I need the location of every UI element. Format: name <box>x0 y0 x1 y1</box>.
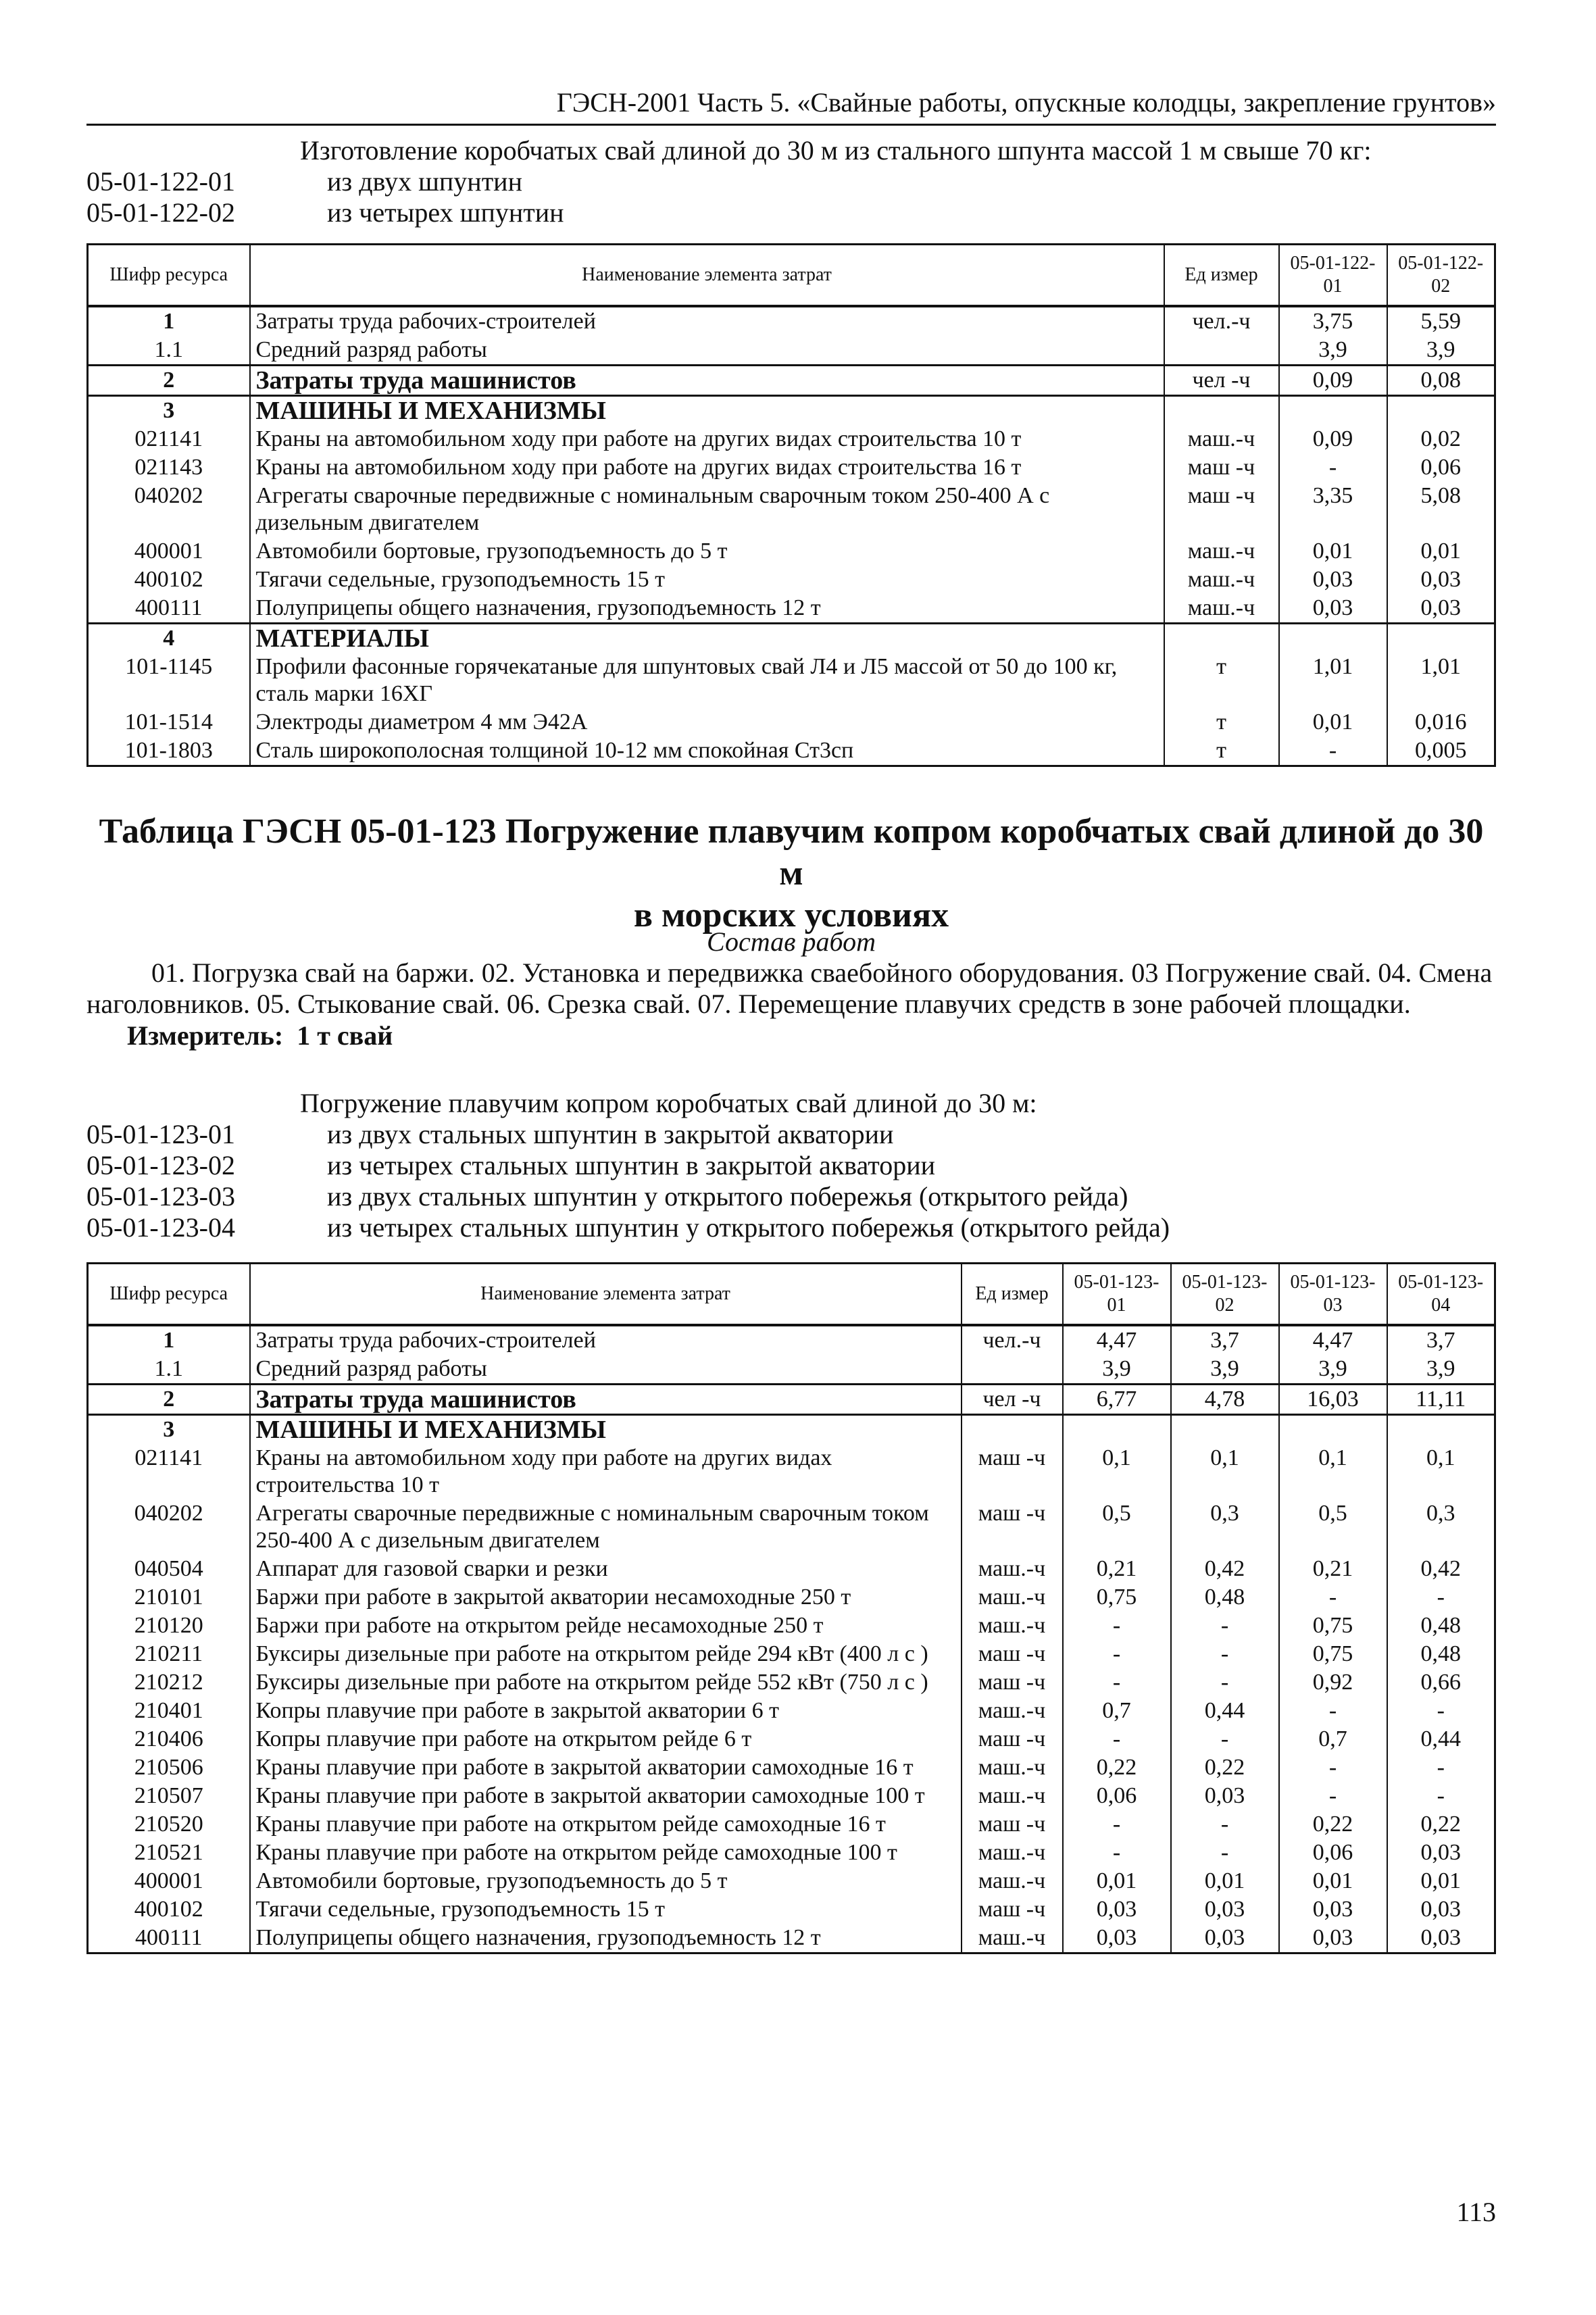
resource-name-cell: Копры плавучие при работе на открытом рейде 6 т <box>250 1725 962 1753</box>
norm-text: из двух стальных шпунтин у открытого побережья (открытого рейда) <box>327 1181 1128 1212</box>
col-header-norm: 05-01-122-02 <box>1387 245 1495 307</box>
norm-value-cell: 3,9 <box>1279 1355 1387 1385</box>
table-row <box>88 1555 1495 1583</box>
unit-cell: маш.-ч <box>962 1924 1063 1953</box>
norm-value-cell: 0,06 <box>1279 1839 1387 1867</box>
norm-value-cell: - <box>1171 1725 1279 1753</box>
col-header-norm: 05-01-123-02 <box>1171 1264 1279 1326</box>
code-row <box>86 1212 1496 1243</box>
unit-cell: маш.-ч <box>962 1839 1063 1867</box>
norm-value-cell: 0,03 <box>1387 1924 1495 1953</box>
resource-name-cell: Затраты труда рабочих-строителей <box>250 306 1164 336</box>
norm-value-cell: 3,9 <box>1387 336 1495 366</box>
code-row <box>86 1119 1496 1150</box>
resource-name-cell: Баржи при работе на открытом рейде несамоходные 250 т <box>250 1612 962 1640</box>
norm-value-cell: 0,7 <box>1063 1697 1171 1725</box>
resource-name-cell: Краны на автомобильном ходу при работе на других видах строительства 16 т <box>250 453 1164 482</box>
unit-cell: маш -ч <box>1164 482 1279 537</box>
norm-value-cell: - <box>1063 1640 1171 1668</box>
unit-cell <box>1164 396 1279 426</box>
unit-cell: маш -ч <box>962 1895 1063 1924</box>
norm-value-cell: - <box>1279 737 1387 766</box>
norm-code: 05-01-123-02 <box>86 1150 235 1180</box>
norm-value-cell: 0,03 <box>1387 566 1495 594</box>
norm-value-cell: 0,48 <box>1387 1612 1495 1640</box>
resource-code-cell: 400001 <box>88 537 250 566</box>
norm-value-cell <box>1063 1415 1171 1445</box>
table-row <box>88 1385 1495 1415</box>
norm-value-cell: 6,77 <box>1063 1385 1171 1415</box>
resource-name-cell: МАШИНЫ И МЕХАНИЗМЫ <box>250 1415 962 1445</box>
norm-value-cell: 4,47 <box>1063 1325 1171 1355</box>
norm-value-cell: 0,48 <box>1387 1640 1495 1668</box>
table-row <box>88 708 1495 737</box>
col-header-norm: 05-01-122-01 <box>1279 245 1387 307</box>
norm-value-cell: 0,09 <box>1279 425 1387 453</box>
resource-code-cell: 2 <box>88 1385 250 1415</box>
resource-name-cell: Тягачи седельные, грузоподъемность 15 т <box>250 1895 962 1924</box>
norm-value-cell: 0,22 <box>1387 1810 1495 1839</box>
resource-name-cell: Средний разряд работы <box>250 1355 962 1385</box>
norm-value-cell: 5,59 <box>1387 306 1495 336</box>
norm-code: 05-01-122-01 <box>86 166 235 197</box>
norm-value-cell: 0,03 <box>1387 1839 1495 1867</box>
resource-name-cell: Копры плавучие при работе в закрытой акватории 6 т <box>250 1697 962 1725</box>
resource-code-cell: 1.1 <box>88 1355 250 1385</box>
unit-cell: маш -ч <box>962 1499 1063 1555</box>
resource-name-cell: МАШИНЫ И МЕХАНИЗМЫ <box>250 396 1164 426</box>
section2-table-wrap <box>86 1262 1496 1954</box>
norm-value-cell: 1,01 <box>1279 653 1387 708</box>
norm-value-cell: - <box>1063 1612 1171 1640</box>
resource-code-cell: 1.1 <box>88 336 250 366</box>
table-row <box>88 1499 1495 1555</box>
resource-name-cell: Аппарат для газовой сварки и резки <box>250 1555 962 1583</box>
resource-code-cell: 021141 <box>88 1444 250 1499</box>
meter-value: 1 т свай <box>297 1020 393 1051</box>
resource-code-cell: 021143 <box>88 453 250 482</box>
resource-code-cell: 400111 <box>88 1924 250 1953</box>
norm-value-cell: 0,1 <box>1063 1444 1171 1499</box>
norm-value-cell: 0,01 <box>1387 537 1495 566</box>
resource-name-cell: Автомобили бортовые, грузоподъемность до 5 т <box>250 537 1164 566</box>
norm-code: 05-01-122-02 <box>86 197 235 228</box>
resource-name-cell: Баржи при работе в закрытой акватории несамоходные 250 т <box>250 1583 962 1612</box>
col-header-code: Шифр ресурса <box>88 1264 250 1326</box>
norm-value-cell: 0,22 <box>1279 1810 1387 1839</box>
resource-code-cell: 040202 <box>88 482 250 537</box>
table-row <box>88 566 1495 594</box>
col-header-code: Шифр ресурса <box>88 245 250 307</box>
norm-value-cell: 0,42 <box>1387 1555 1495 1583</box>
resource-name-cell: Краны на автомобильном ходу при работе на других видах строительства 10 т <box>250 425 1164 453</box>
norm-value-cell: 3,9 <box>1279 336 1387 366</box>
norm-value-cell: 0,01 <box>1063 1867 1171 1895</box>
norm-value-cell <box>1279 1415 1387 1445</box>
norm-value-cell: - <box>1387 1753 1495 1782</box>
col-header-norm: 05-01-123-03 <box>1279 1264 1387 1326</box>
unit-cell: маш -ч <box>962 1810 1063 1839</box>
resource-code-cell: 101-1514 <box>88 708 250 737</box>
norm-value-cell: 0,22 <box>1171 1753 1279 1782</box>
resource-table-122 <box>86 243 1496 767</box>
col-header-name: Наименование элемента затрат <box>250 1264 962 1326</box>
work-composition <box>86 926 1496 1051</box>
norm-value-cell: 0,01 <box>1279 708 1387 737</box>
resource-name-cell: Буксиры дизельные при работе на открытом рейде 294 кВт (400 л с ) <box>250 1640 962 1668</box>
resource-name-cell: Затраты труда машинистов <box>250 1385 962 1415</box>
table-row <box>88 453 1495 482</box>
norm-value-cell: - <box>1171 1640 1279 1668</box>
resource-code-cell: 040504 <box>88 1555 250 1583</box>
work-text: 01. Погрузка свай на баржи. 02. Установка и передвижка сваебойного оборудования. 03 Погружение свай. 04. Смена наголовников. 05. Стыкование свай. 06. Срезка свай. 07. Перемещение плавучих средств в зоне рабочей площадки. <box>86 957 1493 1019</box>
norm-value-cell: 4,78 <box>1171 1385 1279 1415</box>
norm-value-cell: 0,03 <box>1171 1924 1279 1953</box>
norm-value-cell: 5,08 <box>1387 482 1495 537</box>
norm-value-cell: 0,03 <box>1387 594 1495 624</box>
norm-text: из четырех стальных шпунтин у открытого побережья (открытого рейда) <box>327 1212 1170 1243</box>
resource-code-cell: 400102 <box>88 566 250 594</box>
resource-name-cell: Буксиры дизельные при работе на открытом рейде 552 кВт (750 л с ) <box>250 1668 962 1697</box>
norm-value-cell: - <box>1171 1839 1279 1867</box>
norm-value-cell: 4,47 <box>1279 1325 1387 1355</box>
resource-code-cell: 210506 <box>88 1753 250 1782</box>
norm-value-cell: 0,01 <box>1387 1867 1495 1895</box>
resource-code-cell: 3 <box>88 1415 250 1445</box>
norm-value-cell: - <box>1387 1583 1495 1612</box>
table-row <box>88 594 1495 624</box>
resource-name-cell: Полуприцепы общего назначения, грузоподъемность 12 т <box>250 1924 962 1953</box>
norm-value-cell: 0,03 <box>1279 566 1387 594</box>
work-heading: Состав работ <box>707 926 876 957</box>
table-header-row <box>88 1264 1495 1326</box>
table-row <box>88 482 1495 537</box>
unit-cell: маш.-ч <box>962 1583 1063 1612</box>
unit-cell <box>962 1355 1063 1385</box>
norm-value-cell: 0,1 <box>1387 1444 1495 1499</box>
resource-code-cell: 210521 <box>88 1839 250 1867</box>
table-row <box>88 737 1495 766</box>
unit-cell: маш.-ч <box>962 1697 1063 1725</box>
norm-value-cell: 0,66 <box>1387 1668 1495 1697</box>
resource-code-cell: 210120 <box>88 1612 250 1640</box>
norm-value-cell: 3,9 <box>1387 1355 1495 1385</box>
norm-value-cell: 0,1 <box>1279 1444 1387 1499</box>
norm-value-cell: 3,7 <box>1387 1325 1495 1355</box>
col-header-norm: 05-01-123-01 <box>1063 1264 1171 1326</box>
norm-code: 05-01-123-04 <box>86 1212 235 1243</box>
resource-name-cell: Полуприцепы общего назначения, грузоподъемность 12 т <box>250 594 1164 624</box>
table-row <box>88 1725 1495 1753</box>
norm-value-cell: 0,5 <box>1279 1499 1387 1555</box>
table-row <box>88 306 1495 336</box>
norm-value-cell: 3,35 <box>1279 482 1387 537</box>
norm-value-cell: 0,44 <box>1171 1697 1279 1725</box>
norm-value-cell: 0,42 <box>1171 1555 1279 1583</box>
norm-value-cell: 3,9 <box>1171 1355 1279 1385</box>
resource-code-cell: 210520 <box>88 1810 250 1839</box>
table-row <box>88 624 1495 653</box>
resource-code-cell: 4 <box>88 624 250 653</box>
table-row <box>88 1782 1495 1810</box>
norm-value-cell: 0,03 <box>1279 594 1387 624</box>
unit-cell: маш.-ч <box>962 1555 1063 1583</box>
norm-text: из двух шпунтин <box>327 166 522 197</box>
resource-name-cell: Сталь широкополосная толщиной 10-12 мм спокойная Ст3сп <box>250 737 1164 766</box>
unit-cell: маш.-ч <box>962 1782 1063 1810</box>
section2-intro <box>86 1088 1496 1243</box>
resource-name-cell: Краны плавучие при работе в закрытой акватории самоходные 100 т <box>250 1782 962 1810</box>
resource-code-cell: 210212 <box>88 1668 250 1697</box>
norm-text: из четырех стальных шпунтин в закрытой акватории <box>327 1150 936 1180</box>
resource-name-cell: Автомобили бортовые, грузоподъемность до 5 т <box>250 1867 962 1895</box>
norm-value-cell: 0,3 <box>1387 1499 1495 1555</box>
resource-code-cell: 2 <box>88 366 250 396</box>
running-header: ГЭСН-2001 Часть 5. «Свайные работы, опускные колодцы, закрепление грунтов» <box>86 86 1496 126</box>
norm-value-cell: 0,08 <box>1387 366 1495 396</box>
resource-code-cell: 400102 <box>88 1895 250 1924</box>
resource-name-cell: Средний разряд работы <box>250 336 1164 366</box>
norm-value-cell: - <box>1063 1668 1171 1697</box>
norm-value-cell: 0,1 <box>1171 1444 1279 1499</box>
resource-code-cell: 021141 <box>88 425 250 453</box>
resource-name-cell: Тягачи седельные, грузоподъемность 15 т <box>250 566 1164 594</box>
resource-name-cell: Краны плавучие при работе на открытом рейде самоходные 16 т <box>250 1810 962 1839</box>
col-header-name: Наименование элемента затрат <box>250 245 1164 307</box>
resource-code-cell: 210406 <box>88 1725 250 1753</box>
norm-code: 05-01-123-03 <box>86 1181 235 1212</box>
table-row <box>88 1697 1495 1725</box>
unit-cell: маш.-ч <box>1164 425 1279 453</box>
resource-name-cell: Краны плавучие при работе на открытом рейде самоходные 100 т <box>250 1839 962 1867</box>
resource-code-cell: 210211 <box>88 1640 250 1668</box>
resource-code-cell: 101-1145 <box>88 653 250 708</box>
code-row <box>86 197 1496 228</box>
table-row <box>88 1640 1495 1668</box>
resource-name-cell: Затраты труда машинистов <box>250 366 1164 396</box>
unit-cell <box>1164 624 1279 653</box>
norm-value-cell: - <box>1063 1725 1171 1753</box>
norm-value-cell: - <box>1171 1810 1279 1839</box>
resource-name-cell: Агрегаты сварочные передвижные с номинальным сварочным током 250-400 А с дизельным двигателем <box>250 1499 962 1555</box>
resource-name-cell: Электроды диаметром 4 мм Э42А <box>250 708 1164 737</box>
section1-intro <box>86 135 1496 228</box>
table-header-row <box>88 245 1495 307</box>
norm-value-cell: 0,75 <box>1279 1640 1387 1668</box>
unit-cell: маш -ч <box>962 1725 1063 1753</box>
table-row <box>88 1810 1495 1839</box>
col-header-unit: Ед измер <box>1164 245 1279 307</box>
norm-value-cell: 11,11 <box>1387 1385 1495 1415</box>
norm-value-cell: 0,22 <box>1063 1753 1171 1782</box>
unit-cell: чел.-ч <box>1164 306 1279 336</box>
resource-code-cell: 3 <box>88 396 250 426</box>
code-row <box>86 1150 1496 1181</box>
norm-value-cell <box>1387 624 1495 653</box>
norm-value-cell: 0,21 <box>1279 1555 1387 1583</box>
norm-value-cell: 0,016 <box>1387 708 1495 737</box>
norm-value-cell: 0,03 <box>1279 1895 1387 1924</box>
norm-value-cell: 0,01 <box>1279 1867 1387 1895</box>
norm-value-cell: 0,02 <box>1387 425 1495 453</box>
resource-table-123 <box>86 1262 1496 1954</box>
norm-value-cell <box>1279 396 1387 426</box>
table-row <box>88 537 1495 566</box>
table-row <box>88 336 1495 366</box>
code-row <box>86 1181 1496 1212</box>
norm-value-cell: - <box>1171 1612 1279 1640</box>
norm-value-cell: 3,7 <box>1171 1325 1279 1355</box>
unit-cell: чел.-ч <box>962 1325 1063 1355</box>
table-row <box>88 653 1495 708</box>
norm-code: 05-01-123-01 <box>86 1119 235 1149</box>
norm-value-cell: 0,75 <box>1063 1583 1171 1612</box>
norm-value-cell: 0,03 <box>1171 1782 1279 1810</box>
table-title-line1: Таблица ГЭСН 05-01-123 Погружение плавучим копром коробчатых свай длиной до 30 м <box>99 812 1484 893</box>
norm-value-cell: 0,48 <box>1171 1583 1279 1612</box>
norm-value-cell: 0,03 <box>1063 1924 1171 1953</box>
section1-table-wrap <box>86 243 1496 767</box>
table-row <box>88 1325 1495 1355</box>
norm-value-cell: 0,01 <box>1171 1867 1279 1895</box>
unit-cell <box>962 1415 1063 1445</box>
unit-cell: т <box>1164 737 1279 766</box>
resource-name-cell: МАТЕРИАЛЫ <box>250 624 1164 653</box>
meter-line <box>86 1020 1496 1051</box>
table-row <box>88 366 1495 396</box>
unit-cell: маш -ч <box>962 1668 1063 1697</box>
table-row <box>88 1924 1495 1953</box>
norm-value-cell: - <box>1171 1668 1279 1697</box>
norm-value-cell: - <box>1387 1782 1495 1810</box>
norm-value-cell: 0,005 <box>1387 737 1495 766</box>
resource-code-cell: 210401 <box>88 1697 250 1725</box>
unit-cell: чел -ч <box>962 1385 1063 1415</box>
table-row <box>88 1839 1495 1867</box>
page-number: 113 <box>1456 2197 1496 2227</box>
table-row <box>88 1415 1495 1445</box>
norm-value-cell: 16,03 <box>1279 1385 1387 1415</box>
unit-cell: т <box>1164 653 1279 708</box>
norm-value-cell: 0,03 <box>1387 1895 1495 1924</box>
unit-cell: маш.-ч <box>962 1612 1063 1640</box>
unit-cell: маш.-ч <box>962 1867 1063 1895</box>
table-row <box>88 425 1495 453</box>
norm-value-cell: - <box>1063 1839 1171 1867</box>
resource-code-cell: 1 <box>88 1325 250 1355</box>
norm-value-cell: - <box>1063 1810 1171 1839</box>
resource-code-cell: 210507 <box>88 1782 250 1810</box>
norm-value-cell: 0,06 <box>1387 453 1495 482</box>
resource-code-cell: 040202 <box>88 1499 250 1555</box>
resource-name-cell: Профили фасонные горячекатаные для шпунтовых свай Л4 и Л5 массой от 50 до 100 кг, сталь марки 16ХГ <box>250 653 1164 708</box>
resource-code-cell: 101-1803 <box>88 737 250 766</box>
norm-value-cell: 1,01 <box>1387 653 1495 708</box>
norm-value-cell: 0,75 <box>1279 1612 1387 1640</box>
table-row <box>88 1867 1495 1895</box>
norm-value-cell: 0,7 <box>1279 1725 1387 1753</box>
norm-value-cell: 0,01 <box>1279 537 1387 566</box>
table-row <box>88 1668 1495 1697</box>
unit-cell: маш -ч <box>962 1640 1063 1668</box>
norm-value-cell: 3,75 <box>1279 306 1387 336</box>
unit-cell: т <box>1164 708 1279 737</box>
norm-value-cell <box>1279 624 1387 653</box>
norm-value-cell: 0,03 <box>1171 1895 1279 1924</box>
norm-value-cell: - <box>1279 1753 1387 1782</box>
norm-value-cell: 0,44 <box>1387 1725 1495 1753</box>
unit-cell <box>1164 336 1279 366</box>
unit-cell: маш -ч <box>1164 453 1279 482</box>
norm-value-cell: 0,21 <box>1063 1555 1171 1583</box>
norm-value-cell: 0,92 <box>1279 1668 1387 1697</box>
norm-value-cell: 3,9 <box>1063 1355 1171 1385</box>
norm-value-cell <box>1387 1415 1495 1445</box>
col-header-unit: Ед измер <box>962 1264 1063 1326</box>
resource-name-cell: Краны на автомобильном ходу при работе на других видах строительства 10 т <box>250 1444 962 1499</box>
table-row <box>88 1583 1495 1612</box>
table-row <box>88 1753 1495 1782</box>
table-row <box>88 396 1495 426</box>
norm-value-cell: 0,5 <box>1063 1499 1171 1555</box>
resource-name-cell: Краны плавучие при работе в закрытой акватории самоходные 16 т <box>250 1753 962 1782</box>
table-row <box>88 1895 1495 1924</box>
col-header-norm: 05-01-123-04 <box>1387 1264 1495 1326</box>
meter-label: Измеритель: <box>127 1020 284 1051</box>
resource-code-cell: 400111 <box>88 594 250 624</box>
resource-code-cell: 400001 <box>88 1867 250 1895</box>
norm-value-cell: - <box>1279 1782 1387 1810</box>
norm-value-cell <box>1171 1415 1279 1445</box>
section1-intro-text: Изготовление коробчатых свай длиной до 30 м из стального шпунта массой 1 м свыше 70 кг: <box>300 135 1372 166</box>
resource-name-cell: Агрегаты сварочные передвижные с номинальным сварочным током 250-400 А с дизельным двигателем <box>250 482 1164 537</box>
table-title-line2: в морских условиях <box>633 896 949 935</box>
resource-name-cell: Затраты труда рабочих-строителей <box>250 1325 962 1355</box>
unit-cell: маш.-ч <box>1164 537 1279 566</box>
table-title <box>86 811 1496 937</box>
unit-cell: маш.-ч <box>1164 566 1279 594</box>
norm-value-cell: - <box>1279 1583 1387 1612</box>
norm-value-cell: 0,06 <box>1063 1782 1171 1810</box>
norm-text: из четырех шпунтин <box>327 197 564 228</box>
norm-value-cell: 0,03 <box>1063 1895 1171 1924</box>
norm-value-cell: 0,03 <box>1279 1924 1387 1953</box>
unit-cell: маш.-ч <box>962 1753 1063 1782</box>
norm-text: из двух стальных шпунтин в закрытой акватории <box>327 1119 894 1149</box>
code-row <box>86 166 1496 197</box>
norm-value-cell <box>1387 396 1495 426</box>
norm-value-cell: - <box>1279 1697 1387 1725</box>
norm-value-cell: - <box>1279 453 1387 482</box>
norm-value-cell: 0,3 <box>1171 1499 1279 1555</box>
unit-cell: чел -ч <box>1164 366 1279 396</box>
resource-code-cell: 1 <box>88 306 250 336</box>
unit-cell: маш -ч <box>962 1444 1063 1499</box>
resource-code-cell: 210101 <box>88 1583 250 1612</box>
table-row <box>88 1612 1495 1640</box>
norm-value-cell: - <box>1387 1697 1495 1725</box>
table-row <box>88 1355 1495 1385</box>
section2-intro-text: Погружение плавучим копром коробчатых свай длиной до 30 м: <box>300 1088 1037 1118</box>
unit-cell: маш.-ч <box>1164 594 1279 624</box>
norm-value-cell: 0,09 <box>1279 366 1387 396</box>
table-row <box>88 1444 1495 1499</box>
